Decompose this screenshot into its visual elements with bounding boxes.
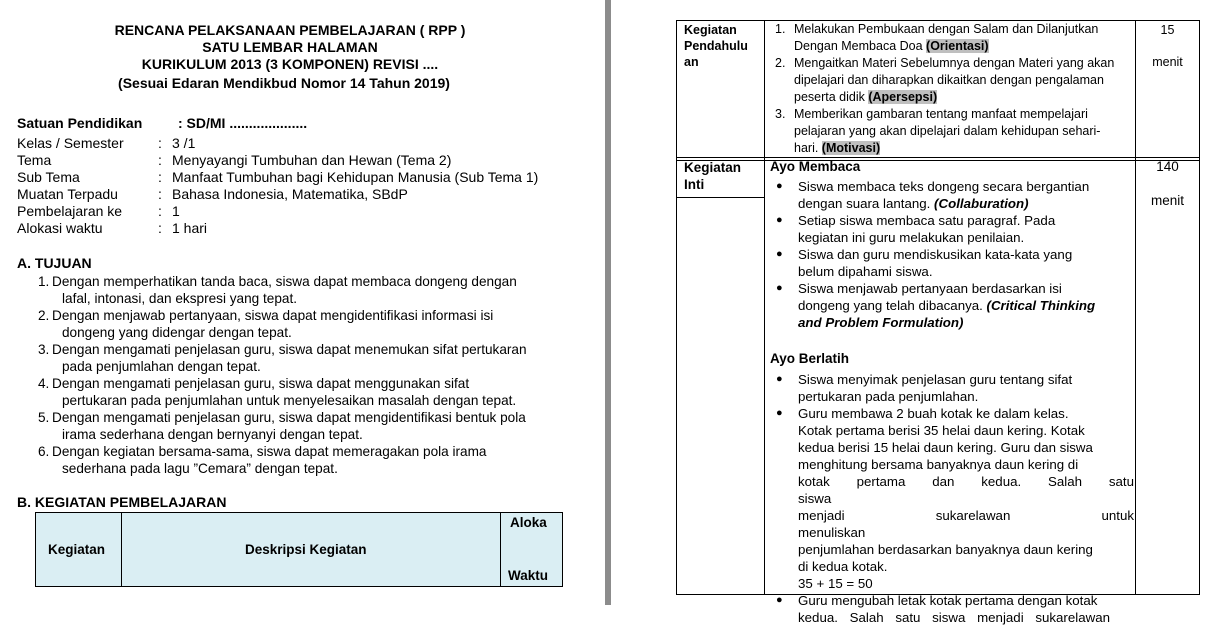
tujuan-num: 4. — [38, 376, 50, 391]
membaca-item — [776, 246, 1134, 280]
tujuan-text: Dengan mengamati penjelasan guru, siswa dapat menemukan sifat pertukaran — [52, 342, 527, 357]
membaca-text: Siswa dan guru mendiskusikan kata-kata yang — [798, 247, 1073, 262]
berlatih-text: kotak pertama dan kedua. Salah satu siswa — [798, 474, 1134, 506]
tujuan-text: Dengan menjawab pertanyaan, siswa dapat mengidentifikasi informasi isi — [52, 308, 494, 323]
pendahuluan-text: Melakukan Pembukaan dengan Salam dan Dilanjutkan — [794, 22, 1099, 36]
pendahuluan-text: Dengan Membaca Doa — [794, 39, 927, 53]
identity-label: Muatan Terpadu — [17, 186, 118, 202]
pendahuluan-text: peserta didik — [794, 90, 869, 104]
header-deskripsi-label: Deskripsi Kegiatan — [245, 542, 367, 557]
motivasi-tag: (Motivasi) — [821, 141, 881, 155]
bullet-icon: ● — [776, 248, 783, 260]
berlatih-item — [776, 371, 1134, 405]
pendahuluan-item — [775, 106, 1133, 157]
bullet-icon: ● — [776, 214, 783, 226]
pendahuluan-label-line: Kegiatan — [684, 23, 737, 37]
left-page — [0, 0, 605, 605]
pendahuluan-time-unit: menit — [1152, 55, 1183, 69]
tujuan-text-cont: irama sederhana dengan bernyanyi dengan tepat. — [62, 427, 363, 442]
inti-label — [684, 159, 741, 193]
bullet-icon: ● — [776, 282, 783, 294]
pendahuluan-label — [684, 22, 748, 70]
doc-title-line-4: (Sesuai Edaran Mendikbud Nomor 14 Tahun 2019) — [118, 75, 450, 91]
doc-title-line-3: KURIKULUM 2013 (3 KOMPONEN) REVISI .... — [141, 56, 439, 72]
berlatih-text: Guru membawa 2 buah kotak ke dalam kelas. — [798, 406, 1069, 421]
apersepsi-tag: (Apersepsi) — [868, 90, 938, 104]
membaca-text: Setiap siswa membaca satu paragraf. Pada — [798, 213, 1056, 228]
tujuan-text-cont: pada penjumlahan dengan tepat. — [62, 359, 261, 374]
header-cell-deskripsi — [122, 513, 501, 586]
berlatih-text: menjadi sukarelawan untuk menuliskan — [798, 508, 1134, 540]
collaboration-tag: (Collaburation) — [934, 196, 1029, 211]
berlatih-text: Guru mengubah letak kotak pertama dengan kotak — [798, 593, 1098, 608]
identity-value: 1 — [172, 203, 180, 219]
bullet-icon: ● — [776, 407, 783, 419]
tujuan-item — [38, 443, 562, 477]
identity-value: 3 /1 — [172, 135, 196, 151]
identity-label: Tema — [17, 152, 52, 168]
table-row-line — [677, 157, 1199, 158]
identity-label: Kelas / Semester — [17, 135, 124, 151]
inti-label-line: Inti — [684, 177, 705, 192]
pendahuluan-item — [775, 55, 1133, 106]
tujuan-text-cont: pertukaran pada penjumlahan untuk menyelesaikan masalah dengan tepat. — [62, 393, 517, 408]
identity-colon: : — [158, 152, 162, 168]
identity-label: Sub Tema — [17, 169, 80, 185]
berlatih-text: kedua berisi 15 helai daun kering. Guru dan siswa — [798, 440, 1093, 455]
identity-colon: : — [158, 135, 162, 151]
identity-value: Manfaat Tumbuhan bagi Kehidupan Manusia (Sub Tema 1) — [172, 169, 539, 185]
identity-satuan-label: Satuan Pendidikan — [17, 115, 143, 131]
pendahuluan-num: 3. — [775, 107, 786, 121]
header-waktu-label: Waktu — [508, 568, 548, 583]
inti-label-line: Kegiatan — [684, 160, 742, 175]
tujuan-item — [38, 341, 562, 375]
berlatih-text: penjumlahan berdasarkan banyaknya daun kering — [798, 542, 1093, 557]
identity-satuan-value: : SD/MI .................... — [178, 115, 308, 131]
membaca-item — [776, 212, 1134, 246]
membaca-text: dengan suara lantang. — [798, 196, 935, 211]
berlatih-list — [776, 371, 1134, 626]
tujuan-item — [38, 307, 562, 341]
berlatih-text: menghitung bersama banyaknya daun kering di — [798, 457, 1079, 472]
tujuan-num: 1. — [38, 274, 50, 289]
pendahuluan-text: Mengaitkan Materi Sebelumnya dengan Materi yang akan — [794, 56, 1115, 70]
tujuan-list — [38, 273, 562, 477]
pendahuluan-label-line: Pendahulu — [684, 39, 748, 53]
membaca-text: dongeng yang telah dibacanya. — [798, 298, 987, 313]
berlatih-equation: 35 + 15 = 50 — [798, 576, 873, 591]
ayo-membaca-heading: Ayo Membaca — [770, 159, 861, 174]
membaca-item — [776, 280, 1134, 331]
membaca-text: Siswa membaca teks dongeng secara bergantian — [798, 179, 1090, 194]
identity-label: Pembelajaran ke — [17, 203, 123, 219]
berlatih-item — [776, 592, 1134, 626]
table-label-line — [677, 197, 765, 198]
tujuan-item — [38, 409, 562, 443]
pendahuluan-text: Memberikan gambaran tentang manfaat mempelajari — [794, 107, 1088, 121]
pendahuluan-list — [775, 21, 1133, 157]
doc-title-line-2: SATU LEMBAR HALAMAN — [202, 39, 378, 55]
doc-title-line-1: RENCANA PELAKSANAAN PEMBELAJARAN ( RPP ) — [114, 22, 466, 38]
kegiatan-heading: B. KEGIATAN PEMBELAJARAN — [17, 494, 227, 510]
ayo-berlatih-heading: Ayo Berlatih — [770, 351, 850, 366]
berlatih-text: kedua. Salah satu siswa menjadi sukarelawan — [798, 610, 1111, 625]
identity-value: Bahasa Indonesia, Matematika, SBdP — [172, 186, 408, 202]
critical-thinking-tag: (Critical Thinking — [986, 298, 1096, 313]
tujuan-num: 3. — [38, 342, 50, 357]
identity-colon: : — [158, 169, 162, 185]
pendahuluan-item — [775, 21, 1133, 55]
tujuan-heading: A. TUJUAN — [17, 255, 92, 271]
berlatih-text: di kedua kotak. — [798, 559, 888, 574]
berlatih-text: Kotak pertama berisi 35 helai daun kering. Kotak — [798, 423, 1085, 438]
membaca-text: kegiatan ini guru melakukan penilaian. — [798, 230, 1025, 245]
identity-label: Alokasi waktu — [17, 220, 103, 236]
identity-colon: : — [158, 186, 162, 202]
header-cell-alokasi — [501, 513, 561, 586]
pendahuluan-text: hari. — [794, 141, 822, 155]
table-row-line — [677, 160, 1199, 161]
membaca-text: Siswa menjawab pertanyaan berdasarkan isi — [798, 281, 1062, 296]
tujuan-text-cont: sederhana pada lagu ”Cemara” dengan tepat. — [62, 461, 338, 476]
pendahuluan-num: 2. — [775, 56, 786, 70]
berlatih-text: pertukaran pada penjumlahan. — [798, 389, 979, 404]
membaca-text: belum dipahami siswa. — [798, 264, 933, 279]
tujuan-num: 2. — [38, 308, 50, 323]
tujuan-text: Dengan kegiatan bersama-sama, siswa dapat memeragakan pola irama — [52, 444, 487, 459]
bullet-icon: ● — [776, 180, 783, 192]
kegiatan-table-header — [35, 512, 563, 587]
tujuan-num: 6. — [38, 444, 50, 459]
identity-value: 1 hari — [172, 220, 208, 236]
tujuan-item — [38, 375, 562, 409]
pendahuluan-text: pelajaran yang akan dipelajari dalam kehidupan sehari- — [794, 124, 1101, 138]
tujuan-text-cont: lafal, intonasi, dan ekspresi yang tepat. — [62, 291, 298, 306]
membaca-item — [776, 178, 1134, 212]
identity-colon: : — [158, 220, 162, 236]
inti-time-value: 140 — [1156, 159, 1179, 174]
pendahuluan-text: dipelajari dan diharapkan dikaitkan dengan pengalaman — [794, 73, 1104, 87]
critical-thinking-tag: and Problem Formulation) — [798, 315, 964, 330]
header-kegiatan-label: Kegiatan — [48, 542, 106, 557]
tujuan-num: 5. — [38, 410, 50, 425]
berlatih-text: Siswa menyimak penjelasan guru tentang sifat — [798, 372, 1073, 387]
table-col-line — [764, 21, 765, 594]
tujuan-text: Dengan mengamati penjelasan guru, siswa dapat menggunakan sifat — [52, 376, 470, 391]
header-cell-kegiatan — [36, 513, 122, 586]
inti-time-unit: menit — [1150, 193, 1184, 208]
tujuan-text: Dengan memperhatikan tanda baca, siswa dapat membaca dongeng dengan — [52, 274, 517, 289]
bullet-icon: ● — [776, 373, 783, 385]
table-col-line — [1135, 21, 1136, 594]
bullet-icon: ● — [776, 594, 783, 606]
membaca-list — [776, 178, 1134, 331]
orientasi-tag: (Orientasi) — [926, 39, 989, 53]
header-aloka-label: Aloka — [510, 515, 547, 530]
pendahuluan-num: 1. — [775, 22, 786, 36]
berlatih-item — [776, 405, 1134, 592]
tujuan-item — [38, 273, 562, 307]
tujuan-text-cont: dongeng yang didengar dengan tepat. — [62, 325, 292, 340]
tujuan-text: Dengan mengamati penjelasan guru, siswa dapat mengidentifikasi bentuk pola — [52, 410, 526, 425]
pendahuluan-label-line: an — [684, 55, 699, 69]
identity-value: Menyayangi Tumbuhan dan Hewan (Tema 2) — [172, 152, 452, 168]
pendahuluan-time-value: 15 — [1160, 23, 1175, 37]
identity-colon: : — [158, 203, 162, 219]
